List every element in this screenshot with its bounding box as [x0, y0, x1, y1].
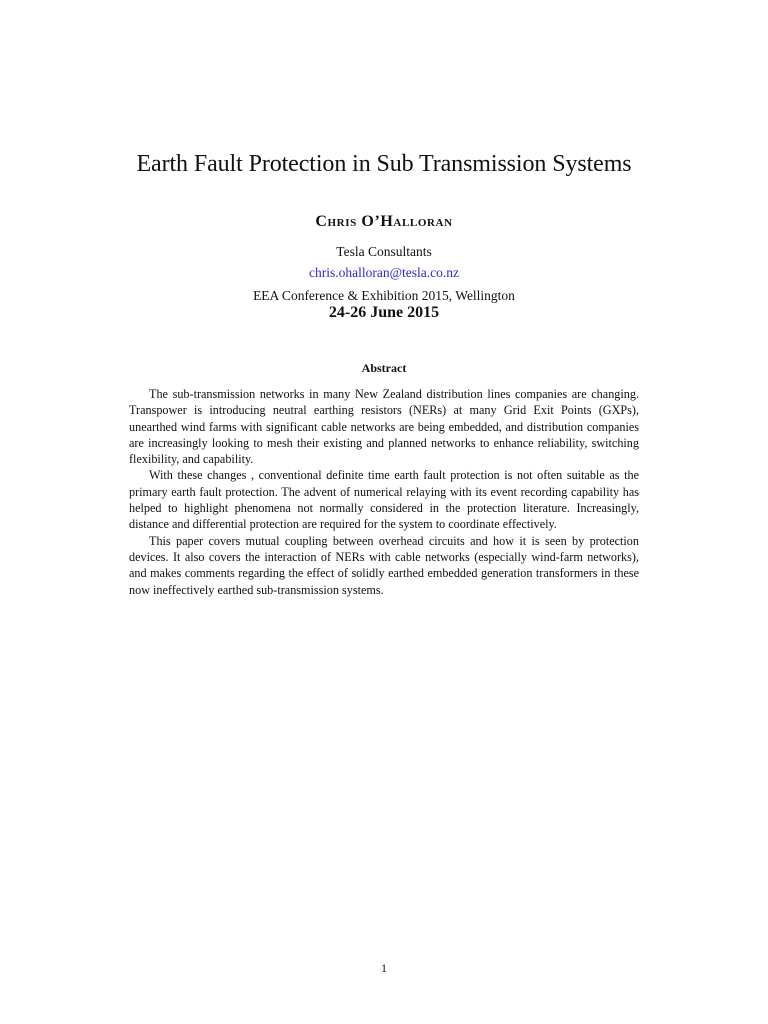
conference-name: EEA Conference & Exhibition 2015, Wellington: [253, 288, 515, 303]
abstract-paragraph-3: This paper covers mutual coupling between overhead circuits and how it is seen by protection devices. It also covers the interaction of NERs with cable networks (especially wind-farm networks), and makes comments regarding the effect of solidly earthed embedded generation transformers in these now ineffectively earthed sub-transmission systems.: [129, 533, 639, 597]
author-email-line: [0, 265, 768, 281]
conference-date: 24-26 June 2015: [328, 304, 440, 321]
abstract-paragraph-2: With these changes , conventional definite time earth fault protection is not often suitable as the primary earth fault protection. The advent of numerical relaying with its event recording capability has helped to highlight phenomena not normally considered in the protection literature. Increasingly, distance and differential protection are required for the system to coordinate effectively.: [129, 468, 639, 532]
author-email-link[interactable]: chris.ohalloran@tesla.co.nz: [308, 265, 459, 280]
abstract-body: [129, 386, 639, 598]
abstract-heading: Abstract: [361, 361, 407, 375]
abstract-paragraph-1: The sub-transmission networks in many New Zealand distribution lines companies are changing. Transpower is introducing neutral earthing resistors (NERs) at many Grid Exit Points (GXPs), unearthed wind farms with significant cable networks are being embedded, and distribution companies are increasingly looking to mesh their existing and planned networks to enhance reliability, switching flexibility, and capability.: [129, 387, 639, 467]
paper-title: Earth Fault Protection in Sub Transmission Systems: [136, 151, 632, 177]
page-number: 1: [381, 961, 387, 975]
author-affiliation: Tesla Consultants: [336, 244, 432, 259]
author-name: Chris O’Halloran: [315, 213, 453, 230]
